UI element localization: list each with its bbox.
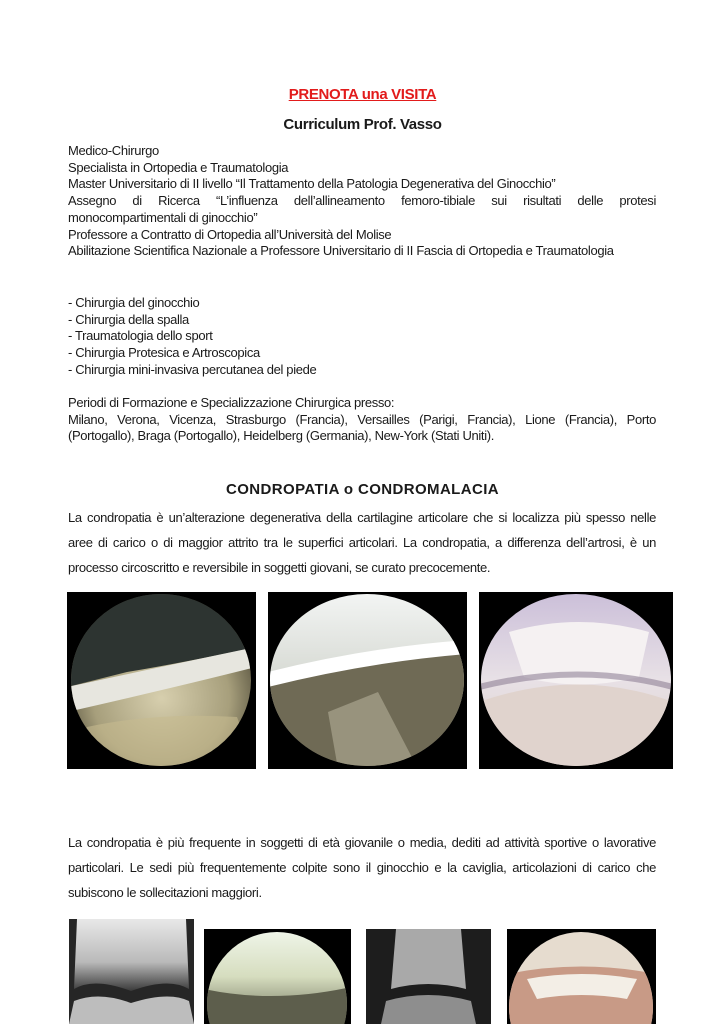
paragraph-frequency: La condropatia è più frequente in soggetti di età giovanile o media, dediti ad attività sportive o lavorative particolari. Le sedi più frequentemente colpite sono il ginocchio e la caviglia, articolazioni di carico che subiscono le sollecitazioni maggiori. — [68, 835, 656, 900]
training-places: Milano, Verona, Vicenza, Strasburgo (Francia), Versailles (Parigi, Francia), Lione (Francia), Porto (Portogallo), Braga (Portogallo), Heidelberg (Germania), New-York (Stati Uniti). — [68, 411, 656, 444]
cv-title: Curriculum Prof. Vasso — [283, 116, 442, 133]
arthroscopy-photo-1 — [67, 592, 256, 769]
cv-line: Master Universitario di II livello “Il Trattamento della Patologia Degenerativa del Ginocchio” — [68, 176, 556, 192]
paragraph-intro: La condropatia è un’alterazione degenerativa della cartilagine articolare che si localizza più spesso nelle aree di carico o di maggior attrito tra le superfici articolari. La condropatia, a differenza dell’artrosi, è un processo circoscritto e reversibile in soggetti giovani, se curato precocemente. — [68, 510, 656, 575]
arthroscopy-photo-2 — [268, 592, 467, 769]
arthroscopy-photo-4 — [204, 929, 351, 1024]
arthroscopy-photo-3 — [479, 592, 673, 769]
list-item: - Chirurgia del ginocchio — [68, 295, 200, 310]
cv-line: Medico-Chirurgo — [68, 143, 159, 158]
list-item: - Chirurgia mini-invasiva percutanea del piede — [68, 361, 317, 377]
xray-knee-photo — [69, 919, 194, 1024]
cv-line: Assegno di Ricerca “L’influenza dell’allineamento femoro-tibiale sui risultati delle protesi monocompartimentali di ginocchio” — [68, 193, 656, 225]
cv-line: Specialista in Ortopedia e Traumatologia — [68, 159, 289, 175]
list-item: - Traumatologia dello sport — [68, 328, 213, 344]
arthroscopy-photo-5 — [507, 929, 656, 1024]
booking-link[interactable]: PRENOTA una VISITA — [288, 86, 437, 103]
training-title: Periodi di Formazione e Specializzazione Chirurgica presso: — [68, 395, 395, 410]
section-title: CONDROPATIA o CONDROMALACIA — [226, 481, 499, 498]
xray-ankle-photo — [366, 929, 491, 1024]
cv-line: Abilitazione Scientifica Nazionale a Professore Universitario di II Fascia di Ortopedia e Traumatologia — [68, 243, 614, 259]
cv-block — [68, 143, 656, 260]
training-block — [68, 395, 656, 445]
specialties-list — [68, 295, 656, 379]
list-item: - Chirurgia Protesica e Artroscopica — [68, 345, 260, 361]
cv-line: Professore a Contratto di Ortopedia all’Università del Molise — [68, 226, 392, 242]
list-item: - Chirurgia della spalla — [68, 311, 189, 327]
